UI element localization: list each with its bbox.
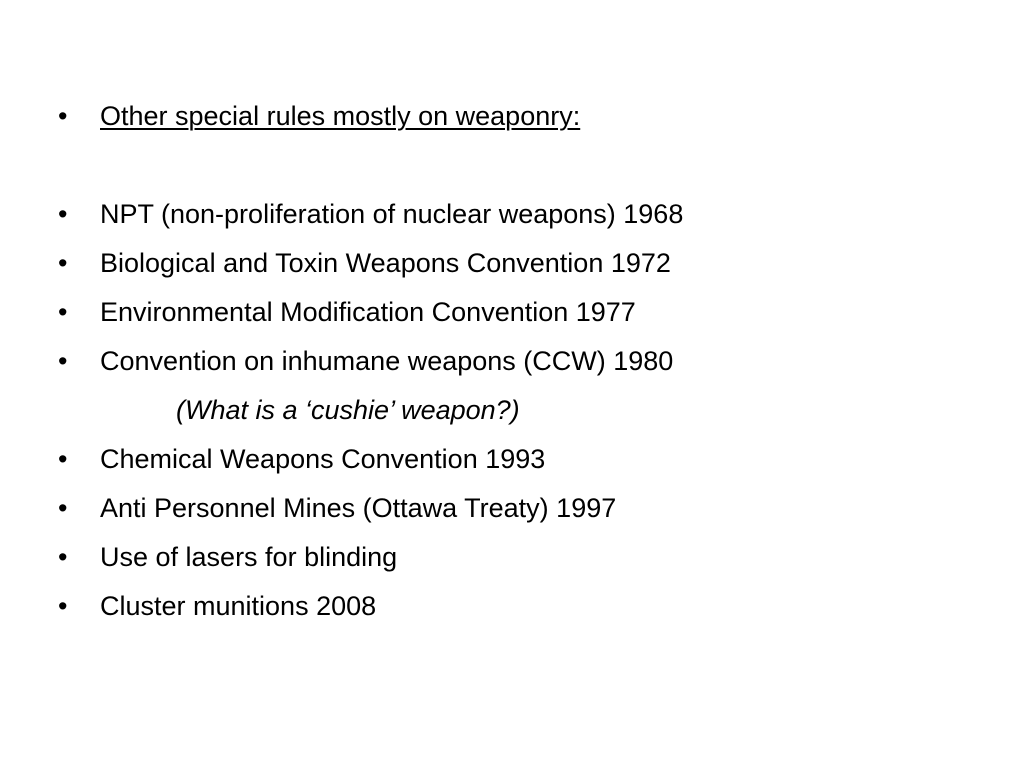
list-item-text: NPT (non-proliferation of nuclear weapons) 1968: [100, 199, 684, 229]
sub-note-line: [58, 386, 998, 435]
list-item-text: Cluster munitions 2008: [100, 591, 377, 621]
list-item: [58, 190, 998, 239]
bullet-glyph: •: [58, 444, 68, 474]
bullet-list: [58, 92, 998, 631]
sub-note-text: (What is a ‘cushie’ weapon?): [176, 395, 520, 425]
bullet-glyph: •: [58, 101, 68, 131]
list-item-text: Environmental Modification Convention 1977: [100, 297, 636, 327]
bullet-glyph: •: [58, 297, 68, 327]
section-heading: Other special rules mostly on weaponry:: [100, 101, 581, 131]
list-item: [58, 337, 998, 386]
bullet-glyph: •: [58, 493, 68, 523]
bullet-glyph: •: [58, 346, 68, 376]
list-item-text: Use of lasers for blinding: [100, 542, 398, 572]
list-item: [58, 288, 998, 337]
list-item: [58, 582, 998, 631]
bullet-glyph: •: [58, 591, 68, 621]
list-item-text: Biological and Toxin Weapons Convention 1972: [100, 248, 671, 278]
bullet-glyph: •: [58, 542, 68, 572]
list-item-text: Anti Personnel Mines (Ottawa Treaty) 1997: [100, 493, 617, 523]
bullet-glyph: •: [58, 199, 68, 229]
list-item-text: Convention on inhumane weapons (CCW) 1980: [100, 346, 674, 376]
heading-line: [58, 92, 998, 141]
list-item: [58, 533, 998, 582]
list-item: [58, 435, 998, 484]
list-item: [58, 484, 998, 533]
list-item: [58, 239, 998, 288]
list-item-text: Chemical Weapons Convention 1993: [100, 444, 546, 474]
bullet-glyph: •: [58, 248, 68, 278]
